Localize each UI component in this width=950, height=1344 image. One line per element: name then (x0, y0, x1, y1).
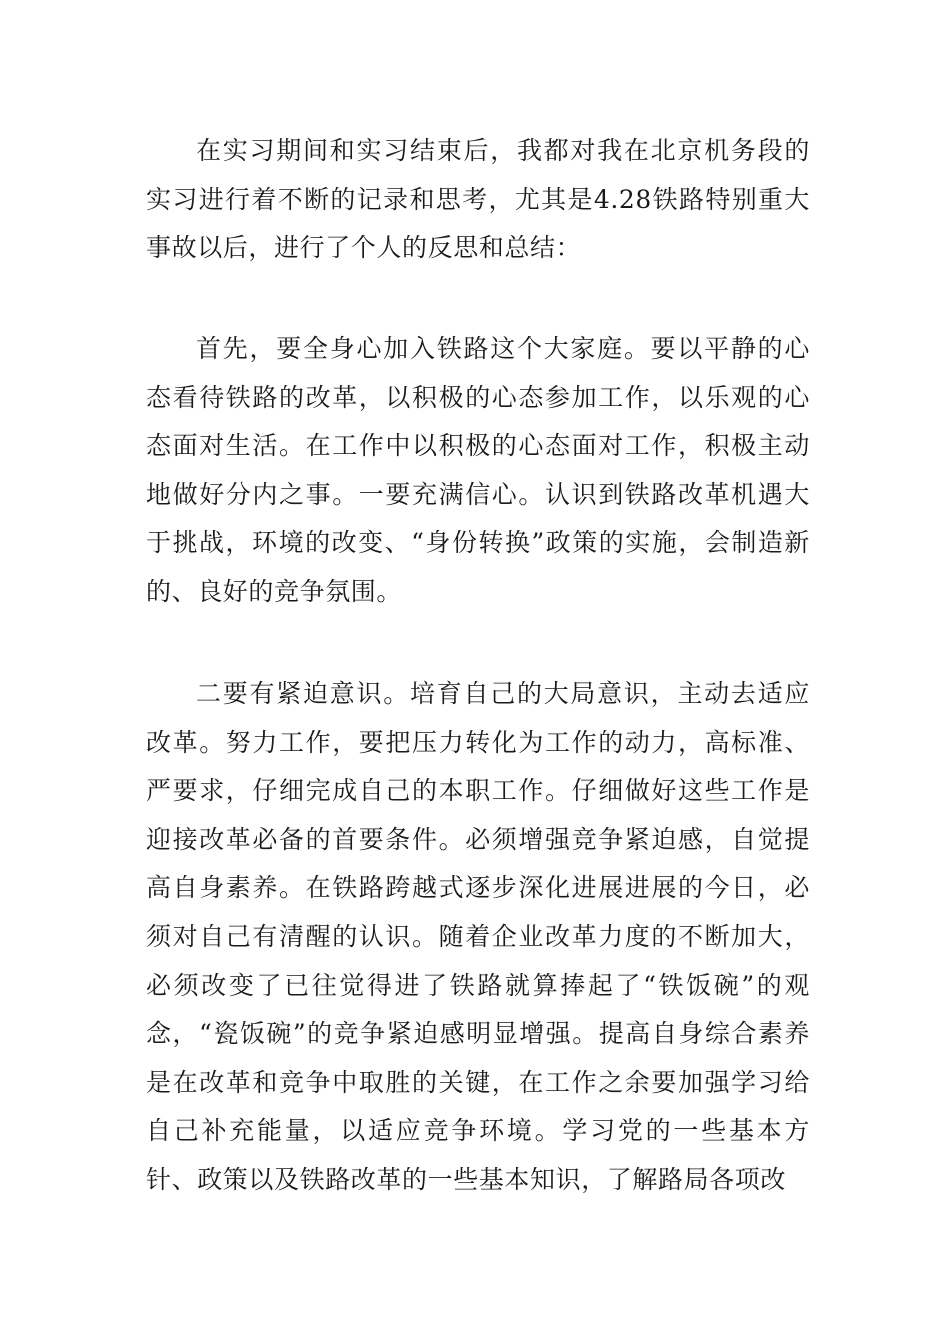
paragraph-internship-reflection: 在实习期间和实习结束后，我都对我在北京机务段的实习进行着不断的记录和思考，尤其是4.28铁路特别重大事故以后，进行了个人的反思和总结： (146, 136, 810, 263)
paragraph-second-point: 二要有紧迫意识。培育自己的大局意识，主动去适应改革。努力工作，要把压力转化为工作的动力，高标准、严要求，仔细完成自己的本职工作。仔细做好这些工作是迎接改革必备的首要条件。必须增强竞争紧迫感，自觉提高自身素养。在铁路跨越式逐步深化进展进展的今日，必须对自己有清醒的认识。随着企业改革力度的不断加大，必须改变了已往觉得进了铁路就算捧起了“铁饭碗”的观念，“瓷饭碗”的竞争紧迫感明显增强。提高自身综合素养是在改革和竞争中取胜的关键，在工作之余要加强学习给自己补充能量，以适应竞争环境。学习党的一些基本方针、政策以及铁路改革的一些基本知识，了解路局各项改 (146, 679, 810, 1194)
paragraph-first-point: 首先，要全身心加入铁路这个大家庭。要以平静的心态看待铁路的改革，以积极的心态参加工作，以乐观的心态面对生活。在工作中以积极的心态面对工作，积极主动地做好分内之事。一要充满信心。认识到铁路改革机遇大于挑战，环境的改变、“身份转换”政策的实施，会制造新的、良好的竞争氛围。 (146, 334, 810, 606)
